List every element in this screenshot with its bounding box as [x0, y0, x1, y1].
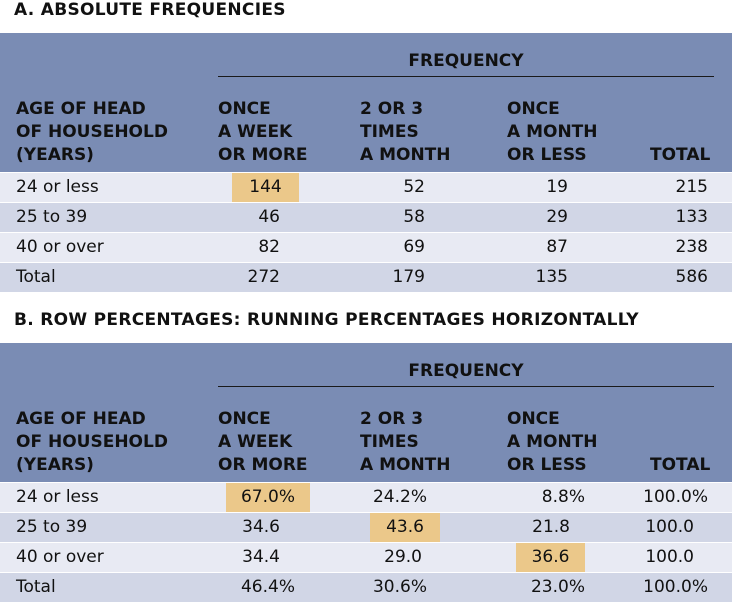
row-percentages-table	[0, 343, 732, 602]
col-header-line: A MONTH	[360, 145, 451, 165]
cell-value: 19	[546, 177, 568, 197]
frequency-divider	[218, 386, 714, 387]
cell-value: 30.6%	[372, 577, 427, 597]
table-row-total	[0, 572, 732, 602]
table-row-total	[0, 262, 732, 292]
row-header-line: OF HOUSEHOLD	[16, 432, 168, 452]
cell-value: 46.4%	[240, 577, 295, 597]
table-header	[0, 343, 732, 482]
cell-value: 23.0%	[530, 577, 585, 597]
col-two-three-times-header	[360, 408, 451, 477]
cell-value: 586	[675, 267, 708, 287]
cell-value: 272	[247, 267, 280, 287]
cell-value: 29.0	[384, 547, 422, 567]
cell-value: 100.0	[645, 547, 694, 567]
row-label: 25 to 39	[16, 517, 88, 537]
row-label: 24 or less	[16, 487, 99, 507]
table-row	[0, 482, 732, 512]
cell-value: 179	[392, 267, 425, 287]
frequency-label: FREQUENCY	[408, 361, 524, 381]
col-header-line: A MONTH	[360, 455, 451, 475]
frequency-divider	[218, 76, 714, 77]
row-header-line: AGE OF HEAD	[16, 409, 146, 429]
col-header-line: 2 OR 3	[360, 409, 424, 429]
row-header	[16, 408, 168, 477]
section-b-title: B. ROW PERCENTAGES: RUNNING PERCENTAGES HORIZONTALLY	[14, 310, 639, 330]
cell-value: 34.4	[242, 547, 280, 567]
cell-value: 34.6	[242, 517, 280, 537]
row-label: Total	[16, 577, 56, 597]
cell-value: 238	[675, 237, 708, 257]
table-row	[0, 542, 732, 572]
col-two-three-times-header	[360, 98, 451, 167]
row-label: 40 or over	[16, 547, 104, 567]
row-label: 25 to 39	[16, 207, 88, 227]
row-label: 40 or over	[16, 237, 104, 257]
cell-value: 135	[535, 267, 568, 287]
table-header	[0, 33, 732, 172]
cell-value: 100.0%	[643, 487, 708, 507]
cell-value: 100.0	[645, 517, 694, 537]
row-header-line: AGE OF HEAD	[16, 99, 146, 119]
col-header-line: A MONTH	[507, 122, 598, 142]
row-label: 24 or less	[16, 177, 99, 197]
frequency-label: FREQUENCY	[408, 51, 524, 71]
col-header-line: A WEEK	[218, 432, 293, 452]
cell-value: 100.0%	[643, 577, 708, 597]
cell-value-highlighted: 67.0%	[226, 483, 310, 512]
row-header-line: (YEARS)	[16, 145, 94, 165]
cell-value: 46	[258, 207, 280, 227]
col-header-line: A MONTH	[507, 432, 598, 452]
col-header-line: ONCE	[218, 99, 271, 119]
cell-value: 24.2%	[372, 487, 427, 507]
row-label: Total	[16, 267, 56, 287]
col-header-line: OR LESS	[507, 145, 587, 165]
cell-value: 133	[675, 207, 708, 227]
col-total-header: TOTAL	[650, 455, 711, 475]
col-once-week-header	[218, 408, 308, 477]
col-header-line: OR MORE	[218, 145, 308, 165]
col-header-line: TIMES	[360, 122, 419, 142]
col-header-line: OR LESS	[507, 455, 587, 475]
table-row	[0, 202, 732, 232]
cell-value: 8.8%	[541, 487, 585, 507]
row-header-line: OF HOUSEHOLD	[16, 122, 168, 142]
col-header-line: ONCE	[218, 409, 271, 429]
cell-value: 215	[675, 177, 708, 197]
col-total-header: TOTAL	[650, 145, 711, 165]
col-once-month-header	[507, 408, 598, 477]
col-header-line: A WEEK	[218, 122, 293, 142]
cell-value: 69	[403, 237, 425, 257]
col-header-line: 2 OR 3	[360, 99, 424, 119]
cell-value: 58	[403, 207, 425, 227]
row-header	[16, 98, 168, 167]
cell-value-highlighted: 144	[232, 173, 299, 202]
col-header-line: ONCE	[507, 409, 560, 429]
table-row	[0, 512, 732, 542]
section-a-title: A. ABSOLUTE FREQUENCIES	[14, 0, 286, 20]
col-header-line: OR MORE	[218, 455, 308, 475]
col-header-line: ONCE	[507, 99, 560, 119]
cell-value: 82	[258, 237, 280, 257]
absolute-frequencies-table	[0, 33, 732, 292]
cell-value: 21.8	[532, 517, 570, 537]
row-header-line: (YEARS)	[16, 455, 94, 475]
cell-value-highlighted: 36.6	[516, 543, 585, 572]
table-row	[0, 232, 732, 262]
cell-value-highlighted: 43.6	[370, 513, 440, 542]
col-once-month-header	[507, 98, 598, 167]
cell-value: 87	[546, 237, 568, 257]
cell-value: 52	[403, 177, 425, 197]
table-row	[0, 172, 732, 202]
col-header-line: TIMES	[360, 432, 419, 452]
cell-value: 29	[546, 207, 568, 227]
col-once-week-header	[218, 98, 308, 167]
